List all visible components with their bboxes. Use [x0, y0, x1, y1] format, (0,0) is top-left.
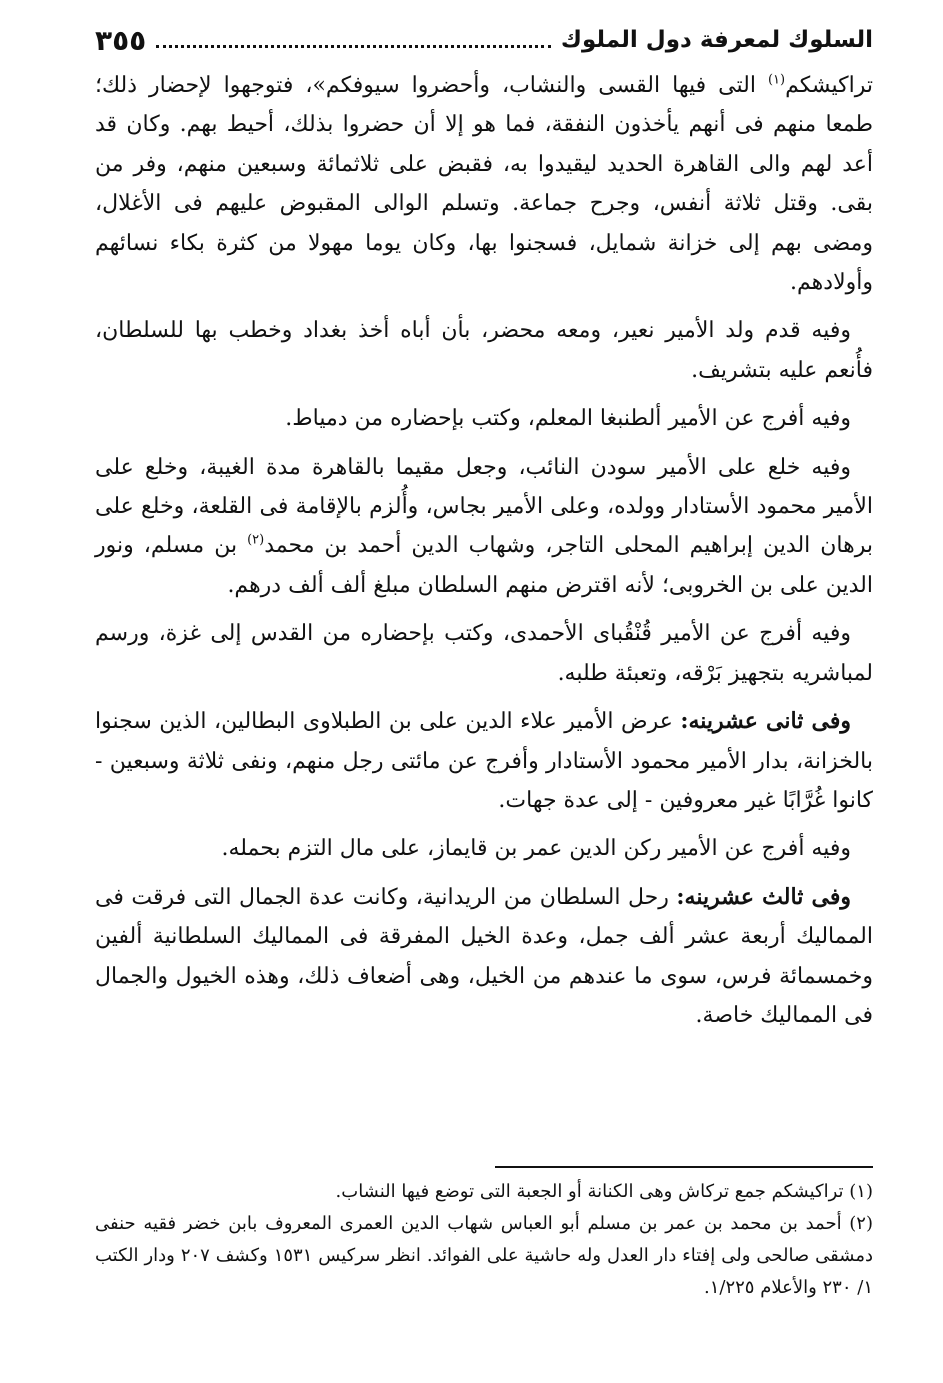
paragraph [95, 311, 873, 390]
footnote-divider [495, 1166, 873, 1168]
paragraph-text: رحل السلطان من الريدانية، وكانت عدة الجمال التى فرقت فى المماليك أربعة عشر ألف جمل، وعدة الخيل المفرقة فى المماليك السلطانية ألفين وخمسمائة فرس، سوى ما عندهم من الخيل، وهى أضعاف ذلك، وهذه الخيول والجمال فى المماليك خاصة. [95, 884, 873, 1028]
paragraph-text: تراكيشكم [785, 73, 873, 98]
paragraph-text: عرض الأمير علاء الدين على بن الطبلاوى البطالين، الذين سجنوا بالخزانة، بدار الأمير محمود الأستادار وأفرج عن مائتى رجل منهم، ونفى ثلاثة وسبعين - كانوا غُرَّابًا غير معروفين - إلى عدة جهات. [95, 709, 873, 813]
paragraph [95, 702, 873, 820]
paragraph [95, 399, 873, 438]
footnote-ref: (٢) [247, 533, 265, 549]
main-text [95, 66, 873, 1044]
paragraph [95, 614, 873, 693]
paragraph-text: بن مسلم، ونور الدين على بن الخروبى؛ لأنه اقترض منهم السلطان مبلغ ألف ألف درهم. [95, 533, 873, 598]
paragraph-text: وفيه أفرج عن الأمير ألطنبغا المعلم، وكتب بإحضاره من دمياط. [285, 406, 851, 432]
paragraph [95, 66, 873, 302]
book-title: السلوك لمعرفة دول الملوك [560, 27, 873, 53]
paragraph-text: وفيه خلع على الأمير سودن النائب، وجعل مقيما بالقاهرة مدة الغيبة، وخلع على الأمير محمود الأستادار وولده، وعلى الأمير بجاس، وأُلزم بالإقامة فى القلعة، وخلع على برهان الدين إبراهيم المحلى التاجر، وشهاب الدين أحمد بن محمد [95, 454, 873, 559]
footnote: (٢) أحمد بن محمد بن عمر بن مسلم أبو العباس شهاب الدين العمرى المعروف بابن خضر فقيه حنفى دمشقى صالحى ولى إفتاء دار العدل وله حاشية على الفوائد. انظر سركيس ١٥٣١ وكشف ٢٠٧ ودار الكتب ١/ ٢٣٠ والأعلام ١/٢٢٥. [95, 1213, 873, 1298]
paragraph-text: التى فيها القسى والنشاب، وأحضروا سيوفكم»، فتوجهوا لإحضار ذلك؛ طمعا منهم فى أنهم يأخذون النفقة، فما هو إلا أن حضروا بذلك، أحيط بهم. وكان قد أعد لهم والى القاهرة الحديد ليقيدوا به، فقبض على ثلاثمائة وسبعين منهم، وفر من بقى. وقتل ثلاثة أنفس، وجرح جماعة. وتسلم الوالى المقبوض عليهم فى الأغلال، ومضى بهم إلى خزانة شمايل، فسجنوا بها، وكان يوما مهولا من كثرة بكاء نسائهم وأولادهم. [95, 73, 873, 296]
date-lead: وفى ثالث عشرينه: [676, 883, 851, 910]
paragraph-text: وفيه أفرج عن الأمير قُنْقُباى الأحمدى، وكتب بإحضاره من القدس إلى غزة، ورسم لمباشريه بتجهيز بَرْقه، وتعبئة طلبه. [95, 621, 873, 686]
footnote: (١) تراكيشكم جمع تركاش وهى الكنانة أو الجعبة التى توضع فيها النشاب. [335, 1181, 873, 1202]
running-header [95, 18, 873, 62]
footnote-ref: (١) [767, 72, 786, 88]
date-lead: وفى ثانى عشرينه: [680, 708, 851, 735]
header-leader-dots [156, 45, 551, 48]
paragraph-text: وفيه قدم ولد الأمير نعير، ومعه محضر، بأن أباه أخذ بغداد وخطب بها للسلطان، فأُنعم عليه بتشريف. [95, 318, 873, 383]
page-number: ٣٥٥ [95, 23, 147, 57]
paragraph-text: وفيه أفرج عن الأمير ركن الدين عمر بن قايماز، على مال التزم بحمله. [221, 836, 851, 862]
paragraph [95, 829, 873, 868]
paragraph [95, 878, 873, 1036]
footnotes [95, 1176, 873, 1304]
paragraph [95, 448, 873, 606]
